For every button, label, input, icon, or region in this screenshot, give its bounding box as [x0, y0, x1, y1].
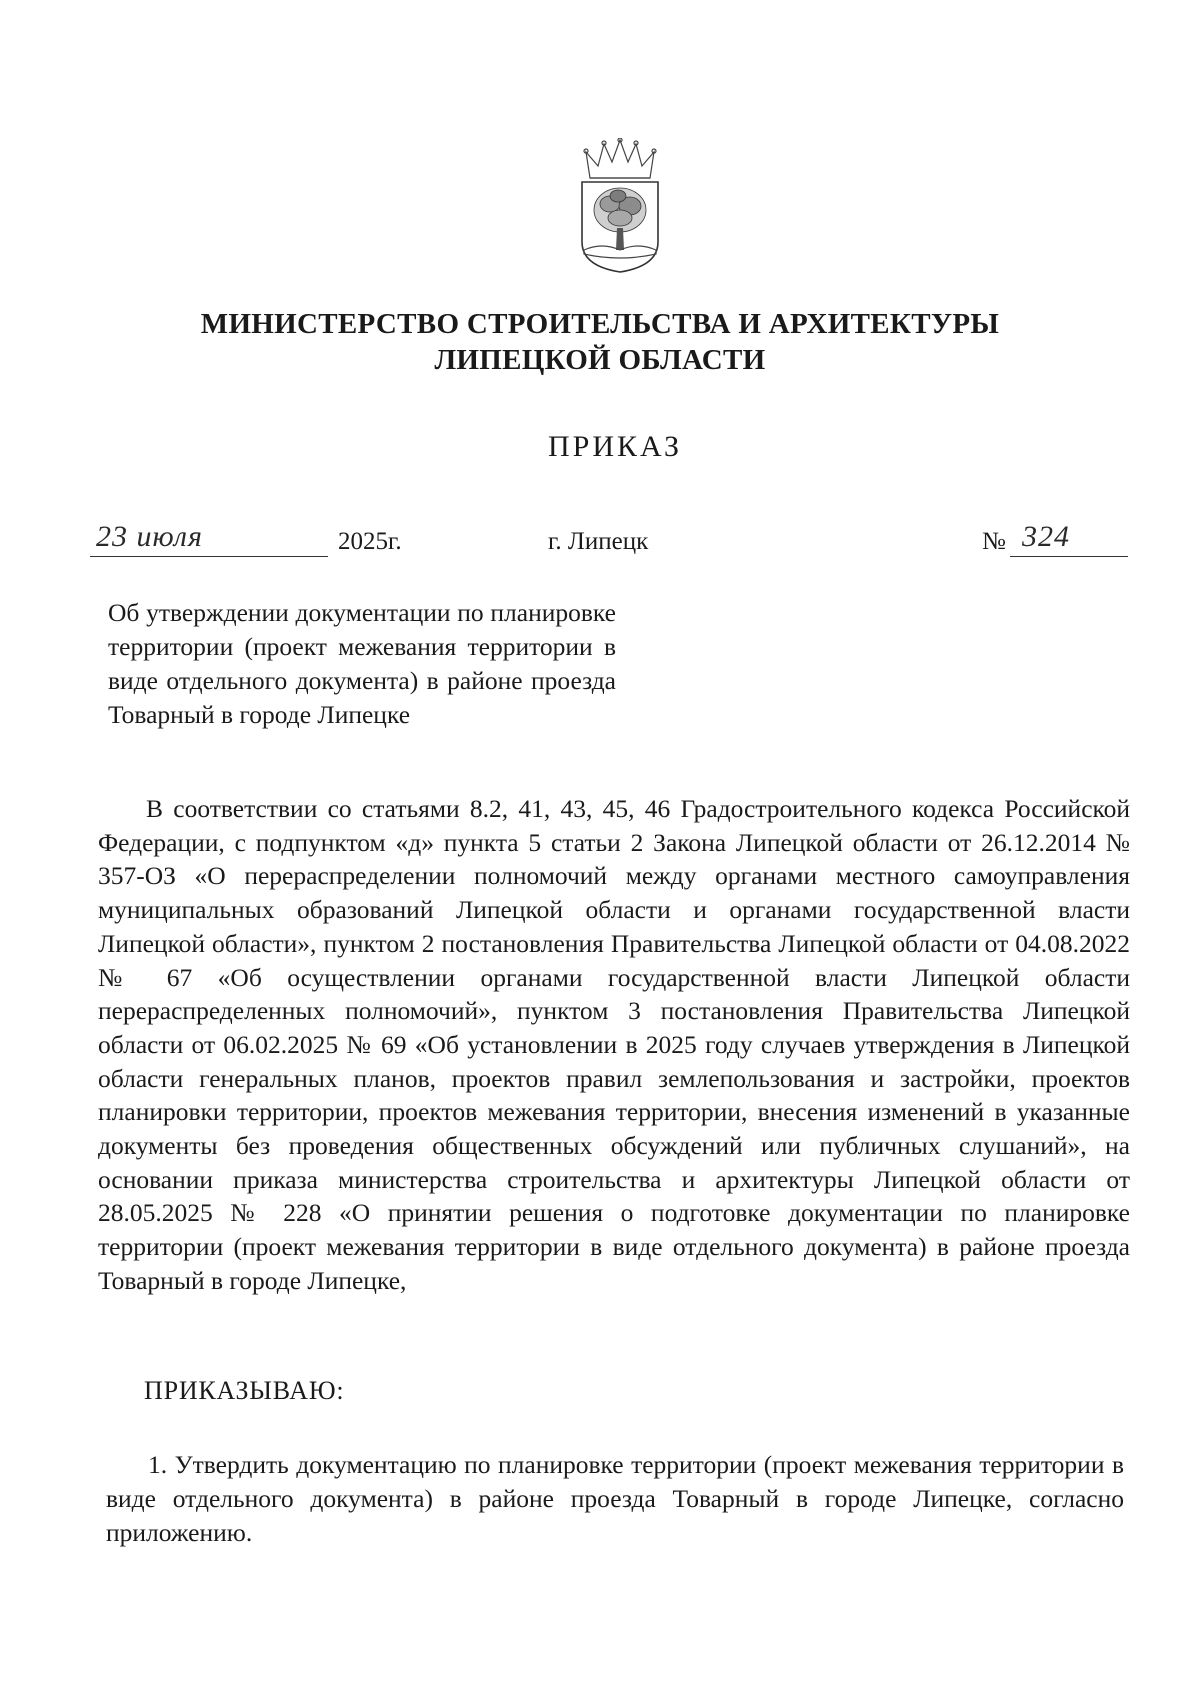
preamble-paragraph: В соответствии со статьями 8.2, 41, 43, 45, 46 Градостроительного кодекса Российской Федерации, с подпунктом «д» пункта 5 статьи 2 Закона Липецкой области от 26.12.2014 № 357-ОЗ «О перераспределении полномочий между органами местного самоуправления муниципальных образований Липецкой области и органами государственной власти Липецкой области», пунктом 2 постановления Правительства Липецкой области от 04.08.2022 № 67 «Об осуществлении органами государственной власти Липецкой области перераспределенных полномочий», пунктом 3 постановления Правительства Липецкой области от 06.02.2025 № 69 «Об установлении в 2025 году случаев утверждения в Липецкой области генеральных планов, проектов правил землепользования и застройки, проектов планировки территории, проектов межевания территории, внесения изменений в указанные документы без проведения общественных обсуждений или публичных слушаний», на основании приказа министерства строительства и архитектуры Липецкой области от 28.05.2025 № 228 «О принятии решения о подготовке документации по планировке территории (проект межевания территории в виде отдельного документа) в районе проезда Товарный в городе Липецке,	[98, 794, 1130, 1295]
handwritten-number: 324	[1010, 520, 1128, 557]
number-label: №	[982, 528, 1006, 555]
handwritten-date: 23 июля	[90, 520, 328, 557]
document-subject: Об утверждении документации по планировке территории (проект межевания территории в виде отдельного документа) в районе проезда Товарный в городе Липецке	[108, 598, 616, 729]
document-year: 2025г.	[338, 528, 402, 555]
document-type-title: ПРИКАЗ	[548, 430, 682, 463]
coat-of-arms-icon	[572, 138, 668, 274]
document-city: г. Липецк	[548, 528, 649, 555]
organization-name: МИНИСТЕРСТВО СТРОИТЕЛЬСТВА И АРХИТЕКТУРЫ	[200, 308, 1000, 340]
order-item: 1. Утвердить документацию по планировке территории (проект межевания территории в виде отдельного документа) в районе проезда Товарный в городе Липецке, согласно приложению.	[106, 1450, 1124, 1547]
organization-region: ЛИПЕЦКОЙ ОБЛАСТИ	[434, 344, 766, 376]
order-word: ПРИКАЗЫВАЮ:	[144, 1376, 345, 1405]
